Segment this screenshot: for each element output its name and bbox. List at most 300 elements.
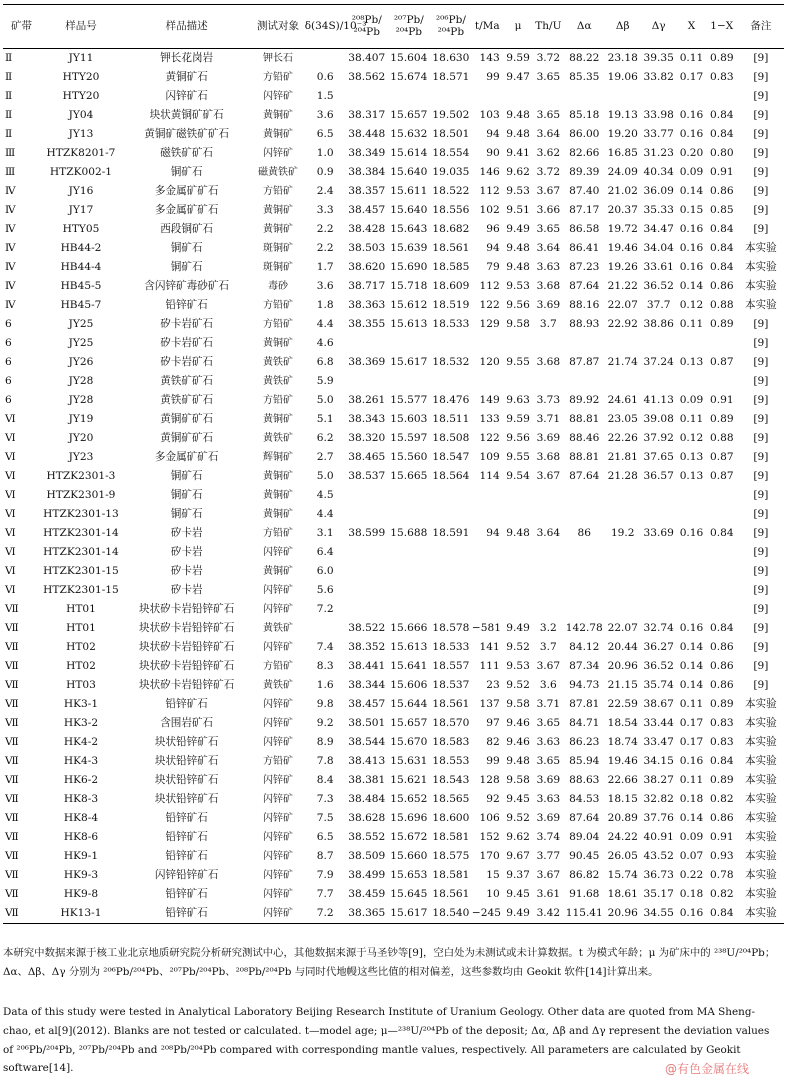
cell-pb206-pb204 <box>430 562 472 581</box>
cell-ore-belt: Ⅱ <box>5 90 13 102</box>
cell-delta-gamma <box>640 334 677 353</box>
cell-x <box>677 372 706 391</box>
cell-delta-gamma: 32.82 <box>643 793 674 805</box>
cell-delta-alpha: 87.64 <box>569 280 600 292</box>
cell-one-minus-x: 0.86 <box>709 812 734 824</box>
cell-test-object: 闪锌矿 <box>263 908 293 919</box>
cell-th-u: 3.71 <box>536 698 561 710</box>
cell-pb207-pb204: 15.613 <box>390 641 428 653</box>
cell-test-object: 闪锌矿 <box>263 851 293 862</box>
cell-delta-alpha: 115.41 <box>565 907 603 919</box>
cell-pb207-pb204: 15.639 <box>390 242 428 254</box>
cell-mu: 9.48 <box>506 128 530 140</box>
cell-delta-gamma: 39.35 <box>643 52 674 64</box>
cell-pb208-pb204: 38.355 <box>348 318 386 330</box>
cell-delta-beta: 21.74 <box>607 356 638 368</box>
table-row <box>3 258 784 277</box>
cell-pb206-pb204: 18.547 <box>432 451 470 463</box>
cell-delta-gamma: 40.34 <box>643 166 674 178</box>
cell-remarks: [9] <box>753 470 769 482</box>
cell-one-minus-x <box>706 505 738 524</box>
cell-sample-desc: 铜矿石 <box>170 261 203 273</box>
cell-one-minus-x <box>706 87 738 106</box>
cell-th-u <box>533 334 563 353</box>
cell-ore-belt: Ⅶ <box>5 603 19 615</box>
cell-sample-desc: 铅锌矿石 <box>165 812 208 824</box>
cell-pb208-pb204 <box>346 505 388 524</box>
cell-test-object: 毒砂 <box>268 281 288 292</box>
cell-test-object: 闪锌矿 <box>263 889 293 900</box>
cell-ore-belt: Ⅳ <box>5 204 16 216</box>
cell-sample-id: HK8-3 <box>63 793 99 805</box>
cell-ore-belt: Ⅶ <box>5 793 19 805</box>
cell-th-u: 3.65 <box>536 755 561 767</box>
cell-ore-belt: Ⅳ <box>5 242 16 254</box>
cell-pb208-pb204: 38.384 <box>348 166 386 178</box>
cell-th-u: 3.42 <box>536 907 561 919</box>
cell-delta-alpha: 88.81 <box>569 413 600 425</box>
cell-delta-beta: 18.15 <box>607 793 638 805</box>
cell-pb208-pb204 <box>346 600 388 619</box>
cell-delta-s34: 1.0 <box>316 147 334 159</box>
cell-pb206-pb204: 18.556 <box>432 204 470 216</box>
table-row <box>3 771 784 790</box>
cell-one-minus-x: 0.89 <box>709 318 734 330</box>
cell-mu: 9.67 <box>506 850 530 862</box>
cell-pb207-pb204: 15.612 <box>390 299 428 311</box>
cell-delta-s34 <box>305 49 346 69</box>
cell-pb208-pb204 <box>346 581 388 600</box>
cell-x: 0.17 <box>679 736 704 748</box>
cell-delta-gamma: 40.91 <box>643 831 674 843</box>
cell-pb208-pb204: 38.459 <box>348 888 386 900</box>
cell-mu: 9.51 <box>506 204 530 216</box>
cell-sample-id: HT01 <box>66 603 96 615</box>
cell-pb207-pb204: 15.652 <box>390 793 428 805</box>
cell-sample-id: HK13-1 <box>60 907 102 919</box>
cell-delta-beta: 20.96 <box>607 660 638 672</box>
cell-mu: 9.53 <box>506 660 530 672</box>
table-row <box>3 220 784 239</box>
cell-sample-desc: 铜矿石 <box>170 242 203 254</box>
cell-remarks: [9] <box>753 204 769 216</box>
cell-delta-beta <box>605 543 640 562</box>
cell-ore-belt: Ⅶ <box>5 698 19 710</box>
cell-delta-gamma: 33.98 <box>643 109 674 121</box>
cell-test-object: 黄铜矿 <box>263 110 293 121</box>
header-pb208-pb204: ²⁰⁸Pb/²⁰⁴Pb <box>351 14 382 38</box>
cell-test-object: 方铅矿 <box>263 661 293 672</box>
cell-remarks: [9] <box>753 565 769 577</box>
cell-th-u: 3.67 <box>536 660 561 672</box>
header-delta-beta: Δβ <box>615 20 630 32</box>
cell-sample-id: HK4-3 <box>63 755 99 767</box>
cell-th-u: 3.69 <box>536 432 561 444</box>
cell-ore-belt: Ⅵ <box>5 432 16 444</box>
cell-pb206-pb204: 18.575 <box>432 850 470 862</box>
cell-th-u: 3.67 <box>536 470 561 482</box>
cell-model-age: 106 <box>479 812 500 824</box>
cell-remarks: [9] <box>753 356 769 368</box>
cell-ore-belt: Ⅱ <box>5 71 13 83</box>
cell-test-object: 方铅矿 <box>263 186 293 197</box>
cell-delta-alpha: 87.64 <box>569 470 600 482</box>
cell-test-object: 闪锌矿 <box>263 794 293 805</box>
cell-one-minus-x: 0.87 <box>709 356 734 368</box>
cell-delta-beta: 19.72 <box>607 223 638 235</box>
table-row <box>3 68 784 87</box>
cell-test-object: 黄铁矿 <box>263 680 293 691</box>
cell-th-u: 3.69 <box>536 299 561 311</box>
cell-pb206-pb204: 18.591 <box>432 527 470 539</box>
cell-pb208-pb204: 38.552 <box>348 831 386 843</box>
cell-x: 0.12 <box>679 299 704 311</box>
cell-sample-id: HTZK002-1 <box>49 166 113 178</box>
cell-delta-beta: 18.74 <box>607 736 638 748</box>
cell-test-object: 黄铜矿 <box>263 490 293 501</box>
cell-delta-gamma: 35.17 <box>643 888 674 900</box>
cell-pb207-pb204 <box>388 334 430 353</box>
cell-one-minus-x: 0.86 <box>709 280 734 292</box>
cell-th-u: 3.67 <box>536 185 561 197</box>
cell-delta-alpha: 88.46 <box>569 432 600 444</box>
cell-pb206-pb204: 18.554 <box>432 147 470 159</box>
cell-delta-beta: 18.61 <box>607 888 638 900</box>
cell-sample-id: HK3-2 <box>63 717 99 729</box>
cell-model-age <box>472 581 503 600</box>
cell-one-minus-x: 0.89 <box>709 52 734 64</box>
cell-sample-id: HK9-3 <box>63 869 99 881</box>
cell-delta-beta <box>605 600 640 619</box>
cell-pb206-pb204: 18.561 <box>432 888 470 900</box>
cell-delta-gamma: 34.55 <box>643 907 674 919</box>
cell-delta-beta: 21.02 <box>607 185 638 197</box>
cell-pb207-pb204: 15.674 <box>390 71 428 83</box>
cell-sample-id: HT02 <box>66 641 96 653</box>
cell-delta-gamma: 31.23 <box>643 147 674 159</box>
cell-one-minus-x: 0.89 <box>709 413 734 425</box>
cell-delta-alpha: 86.41 <box>569 242 600 254</box>
cell-delta-beta: 24.22 <box>607 831 638 843</box>
cell-mu <box>503 600 534 619</box>
cell-delta-s34: 6.0 <box>316 565 334 577</box>
cell-pb206-pb204: 18.600 <box>432 812 470 824</box>
cell-pb206-pb204: 18.537 <box>432 679 470 691</box>
cell-remarks: [9] <box>753 622 769 634</box>
cell-pb207-pb204: 15.604 <box>390 52 428 64</box>
table-row <box>3 125 784 144</box>
isotope-data-table <box>3 4 784 924</box>
cell-pb206-pb204: 19.035 <box>432 166 470 178</box>
cell-th-u <box>533 543 563 562</box>
cell-delta-alpha: 82.66 <box>569 147 600 159</box>
cell-pb208-pb204: 38.599 <box>348 527 386 539</box>
cell-remarks: 本实验 <box>744 850 777 862</box>
cell-delta-s34: 5.0 <box>316 394 334 406</box>
cell-mu: 9.53 <box>506 185 530 197</box>
cell-one-minus-x <box>706 334 738 353</box>
table-note-english: Data of this study were tested in Analytical Laboratory Beijing Research Institute of Uranium Geology. Other data are quoted from MA Sheng-chao, et al[9](2012). Blanks are not tested or calculated. t—model age; μ—²³⁸U/²⁰⁴Pb of the deposit; Δα, Δβ and Δγ represent the deviation values of ²⁰⁶Pb/²⁰⁴Pb, ²⁰⁷Pb/²⁰⁴Pb and ²⁰⁸Pb/²⁰⁴Pb compared with corresponding mantle values, respectively. All parameters are calculated by Geokit software[14]. <box>3 1006 770 1075</box>
table-row <box>3 49 784 69</box>
cell-pb206-pb204: 18.578 <box>432 622 470 634</box>
cell-ore-belt: Ⅶ <box>5 869 19 881</box>
cell-th-u: 3.65 <box>536 71 561 83</box>
table-row <box>3 448 784 467</box>
cell-one-minus-x: 0.83 <box>709 71 734 83</box>
table-row <box>3 182 784 201</box>
cell-delta-gamma: 33.77 <box>643 128 674 140</box>
cell-th-u <box>533 581 563 600</box>
cell-delta-beta <box>605 486 640 505</box>
cell-sample-id: HT03 <box>66 679 96 691</box>
cell-pb206-pb204: 18.543 <box>432 774 470 786</box>
cell-delta-beta: 21.15 <box>607 679 638 691</box>
cell-ore-belt: Ⅶ <box>5 622 19 634</box>
cell-test-object: 闪锌矿 <box>263 547 293 558</box>
cell-ore-belt: Ⅶ <box>5 831 19 843</box>
cell-x: 0.22 <box>679 869 704 881</box>
cell-remarks: [9] <box>753 641 769 653</box>
cell-sample-desc: 西段铜矿石 <box>160 223 214 235</box>
cell-delta-alpha: 86.82 <box>569 869 600 881</box>
watermark: @有色金属在线 <box>664 1062 749 1076</box>
cell-delta-gamma <box>640 600 677 619</box>
cell-th-u <box>533 486 563 505</box>
cell-test-object: 黄铁矿 <box>263 376 293 387</box>
cell-delta-beta: 21.81 <box>607 451 638 463</box>
cell-remarks: [9] <box>753 508 769 520</box>
cell-remarks: 本实验 <box>744 831 777 843</box>
cell-remarks: [9] <box>753 394 769 406</box>
cell-test-object: 闪锌矿 <box>263 718 293 729</box>
cell-test-object: 斑铜矿 <box>263 262 293 273</box>
cell-mu <box>503 372 534 391</box>
cell-model-age: 149 <box>479 394 500 406</box>
cell-pb207-pb204: 15.665 <box>390 470 428 482</box>
cell-pb208-pb204 <box>346 562 388 581</box>
cell-delta-beta: 24.09 <box>607 166 638 178</box>
cell-mu: 9.55 <box>506 356 530 368</box>
cell-pb208-pb204: 38.628 <box>348 812 386 824</box>
cell-remarks: 本实验 <box>744 736 777 748</box>
cell-x: 0.09 <box>679 394 704 406</box>
cell-th-u: 3.62 <box>536 147 561 159</box>
cell-pb207-pb204: 15.640 <box>390 166 428 178</box>
cell-delta-s34: 2.4 <box>316 185 334 197</box>
cell-one-minus-x <box>706 600 738 619</box>
cell-pb208-pb204: 38.562 <box>348 71 386 83</box>
cell-delta-s34: 4.4 <box>316 318 334 330</box>
cell-delta-beta <box>605 562 640 581</box>
cell-th-u: 3.65 <box>536 717 561 729</box>
header-delta-s34: δ(34S)/10⁻³ <box>304 20 367 32</box>
cell-mu: 9.45 <box>506 793 530 805</box>
cell-one-minus-x: 0.84 <box>709 223 734 235</box>
cell-th-u: 3.63 <box>536 736 561 748</box>
cell-sample-desc: 矽卡岩矿石 <box>160 356 214 368</box>
cell-delta-s34: 7.9 <box>316 869 334 881</box>
cell-x: 0.13 <box>679 470 704 482</box>
cell-ore-belt: Ⅳ <box>5 261 16 273</box>
cell-th-u <box>533 600 563 619</box>
cell-remarks: 本实验 <box>744 755 777 767</box>
cell-ore-belt: 6 <box>5 394 12 406</box>
cell-sample-id: JY28 <box>68 375 94 387</box>
cell-model-age: 102 <box>479 204 500 216</box>
cell-delta-gamma: 37.7 <box>646 299 671 311</box>
cell-delta-gamma: 32.74 <box>643 622 674 634</box>
cell-sample-desc: 铜矿石 <box>170 489 203 501</box>
cell-delta-alpha: 87.23 <box>569 261 600 273</box>
cell-pb208-pb204: 38.448 <box>348 128 386 140</box>
cell-delta-beta: 22.26 <box>607 432 638 444</box>
cell-pb207-pb204: 15.643 <box>390 223 428 235</box>
cell-sample-desc: 铅锌矿石 <box>165 888 208 900</box>
cell-pb206-pb204: 18.565 <box>432 793 470 805</box>
cell-delta-beta: 21.28 <box>607 470 638 482</box>
cell-delta-alpha <box>563 334 605 353</box>
cell-x <box>677 581 706 600</box>
cell-pb207-pb204: 15.657 <box>390 717 428 729</box>
cell-delta-s34: 5.6 <box>316 584 334 596</box>
cell-test-object: 方铅矿 <box>263 319 293 330</box>
cell-x <box>677 334 706 353</box>
cell-sample-desc: 铅锌矿石 <box>165 299 208 311</box>
cell-delta-s34: 1.7 <box>316 261 334 273</box>
cell-sample-desc: 铜矿石 <box>170 470 203 482</box>
cell-delta-alpha: 86.23 <box>569 736 600 748</box>
cell-delta-gamma: 33.47 <box>643 736 674 748</box>
cell-one-minus-x: 0.83 <box>709 717 734 729</box>
cell-one-minus-x: 0.87 <box>709 470 734 482</box>
cell-test-object: 黄铁矿 <box>263 433 293 444</box>
cell-x: 0.07 <box>679 850 704 862</box>
cell-pb206-pb204 <box>430 486 472 505</box>
cell-pb208-pb204: 38.357 <box>348 185 386 197</box>
cell-one-minus-x: 0.89 <box>709 774 734 786</box>
cell-delta-beta: 22.59 <box>607 698 638 710</box>
cell-mu: 9.62 <box>506 831 530 843</box>
cell-model-age <box>472 505 503 524</box>
cell-delta-beta: 16.85 <box>607 147 638 159</box>
cell-delta-beta: 19.46 <box>607 755 638 767</box>
cell-ore-belt: Ⅵ <box>5 546 16 558</box>
cell-delta-gamma: 35.74 <box>643 679 674 691</box>
cell-delta-gamma: 34.47 <box>643 223 674 235</box>
cell-delta-alpha <box>563 372 605 391</box>
cell-one-minus-x <box>706 543 738 562</box>
cell-mu: 9.49 <box>506 907 530 919</box>
cell-pb208-pb204: 38.441 <box>348 660 386 672</box>
table-row <box>3 372 784 391</box>
cell-ore-belt: Ⅵ <box>5 489 16 501</box>
cell-ore-belt: Ⅱ <box>5 52 13 64</box>
cell-delta-gamma: 33.61 <box>643 261 674 273</box>
cell-test-object: 辉铜矿 <box>263 452 293 463</box>
cell-model-age: 10 <box>486 888 500 900</box>
cell-sample-desc: 矽卡岩 <box>170 546 203 558</box>
cell-delta-s34: 6.8 <box>316 356 334 368</box>
cell-model-age: 122 <box>479 299 500 311</box>
cell-pb206-pb204: 18.583 <box>432 736 470 748</box>
table-row <box>3 562 784 581</box>
cell-mu: 9.59 <box>506 52 530 64</box>
table-row <box>3 790 784 809</box>
cell-delta-alpha: 87.87 <box>569 356 600 368</box>
cell-sample-desc: 铅锌矿石 <box>165 698 208 710</box>
cell-one-minus-x: 0.91 <box>709 166 734 178</box>
cell-ore-belt: Ⅱ <box>5 109 13 121</box>
cell-sample-id: JY04 <box>68 109 94 121</box>
cell-delta-alpha: 88.16 <box>569 299 600 311</box>
cell-test-object: 闪锌矿 <box>263 737 293 748</box>
cell-model-age: 141 <box>479 641 500 653</box>
cell-pb206-pb204 <box>430 581 472 600</box>
cell-delta-alpha: 85.94 <box>569 755 600 767</box>
cell-sample-desc: 闪锌铅锌矿石 <box>154 869 219 881</box>
cell-mu: 9.58 <box>506 318 530 330</box>
cell-pb206-pb204 <box>430 543 472 562</box>
cell-test-object: 闪锌矿 <box>263 832 293 843</box>
cell-one-minus-x: 0.88 <box>709 432 734 444</box>
cell-delta-alpha: 86 <box>577 527 591 539</box>
cell-delta-s34: 6.5 <box>316 831 334 843</box>
cell-sample-id: HTZK2301-14 <box>43 527 119 539</box>
cell-mu: 9.46 <box>506 717 530 729</box>
cell-pb208-pb204: 38.503 <box>348 242 386 254</box>
cell-sample-desc: 多金属矿矿石 <box>154 451 219 463</box>
header-test-object: 测试对象 <box>257 20 299 32</box>
cell-sample-id: JY16 <box>68 185 94 197</box>
cell-pb208-pb204: 38.349 <box>348 147 386 159</box>
cell-one-minus-x: 0.83 <box>709 736 734 748</box>
cell-model-age: 92 <box>486 793 500 805</box>
cell-sample-id: JY20 <box>68 432 94 444</box>
cell-delta-beta: 23.18 <box>607 52 638 64</box>
cell-sample-desc: 黄铁矿矿石 <box>160 375 214 387</box>
cell-pb206-pb204: 18.571 <box>432 71 470 83</box>
cell-sample-desc: 块状矽卡岩铅锌矿石 <box>139 679 235 691</box>
cell-sample-id: HB44-2 <box>60 242 102 254</box>
cell-mu: 9.53 <box>506 280 530 292</box>
cell-x: 0.13 <box>679 451 704 463</box>
cell-pb207-pb204: 15.597 <box>390 432 428 444</box>
table-row <box>3 809 784 828</box>
cell-th-u <box>533 505 563 524</box>
cell-delta-beta <box>605 372 640 391</box>
table-row <box>3 657 784 676</box>
table-row <box>3 828 784 847</box>
table-row <box>3 714 784 733</box>
table-row <box>3 505 784 524</box>
cell-delta-gamma <box>640 581 677 600</box>
cell-th-u: 3.66 <box>536 204 561 216</box>
cell-pb208-pb204: 38.352 <box>348 641 386 653</box>
cell-ore-belt: Ⅱ <box>5 128 13 140</box>
table-row <box>3 638 784 657</box>
cell-test-object: 闪锌矿 <box>263 604 293 615</box>
cell-delta-alpha: 84.71 <box>569 717 600 729</box>
cell-test-object: 磁黄铁矿 <box>258 167 298 178</box>
cell-test-object: 方铅矿 <box>263 528 293 539</box>
cell-pb207-pb204: 15.632 <box>390 128 428 140</box>
cell-model-age: 94 <box>486 128 500 140</box>
cell-sample-id: HTZK2301-15 <box>43 565 119 577</box>
cell-mu: 9.48 <box>506 109 530 121</box>
cell-delta-s34: 4.5 <box>316 489 334 501</box>
cell-delta-s34: 7.7 <box>316 888 334 900</box>
cell-delta-beta: 20.44 <box>607 641 638 653</box>
